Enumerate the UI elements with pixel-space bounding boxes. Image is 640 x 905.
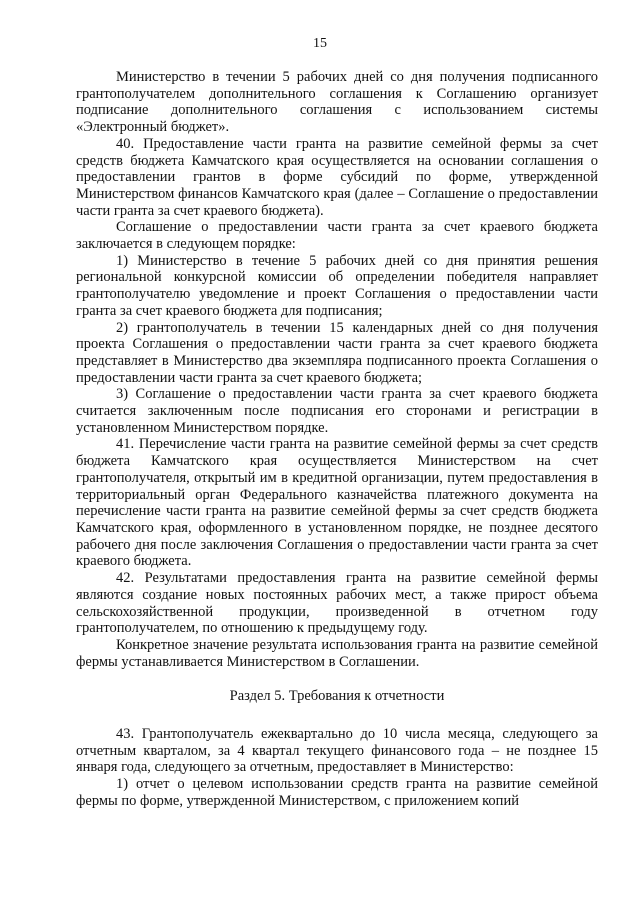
- paragraph-electronic-budget: Министерство в течении 5 рабочих дней со дня получения подписанного грантополучателем дополнительного соглашения к Соглашению организует подписание дополнительного соглашения с использованием системы «Электронный бюджет».: [76, 69, 598, 136]
- paragraph-agreement-order: Соглашение о предоставлении части гранта за счет краевого бюджета заключается в следующем порядке:: [76, 219, 598, 253]
- paragraph-43: 43. Грантополучатель ежеквартально до 10 числа месяца, следующего за отчетным кварталом, за 4 квартал текущего финансового года – не позднее 15 января года, следующего за отчетным, предоставляет в Министерство:: [76, 726, 598, 776]
- paragraph-result-value: Конкретное значение результата использования гранта на развитие семейной фермы устанавливается Министерством в Соглашении.: [76, 636, 598, 670]
- paragraph-42: 42. Результатами предоставления гранта на развитие семейной фермы являются создание новых постоянных рабочих мест, а также прирост объема сельскохозяйственной продукции, произведенной в отчетном году грантополучателем, по отношению к предыдущему году.: [76, 570, 598, 637]
- paragraph-41: 41. Перечисление части гранта на развитие семейной фермы за счет средств бюджета Камчатского края осуществляется Министерством на счет грантополучателя, открытый им в кредитной организации, путем предоставления в территориальный орган Федерального казначейства платежного документа на перечисление части гранта на развитие семейной фермы за счет средств бюджета Камчатского края, оформленного в установленном порядке, не позднее десятого рабочего дня после заключения Соглашения о предоставлении части гранта за счет краевого бюджета.: [76, 436, 598, 570]
- page-number: 15: [313, 36, 327, 51]
- document-body: [76, 69, 598, 810]
- paragraph-item-3: 3) Соглашение о предоставлении части гранта за счет краевого бюджета считается заключенным после подписания его сторонами и регистрации в установленном Министерством порядке.: [76, 386, 598, 436]
- paragraph-report-item-1: 1) отчет о целевом использовании средств гранта на развитие семейной фермы по форме, утвержденной Министерством, с приложением копий: [76, 776, 598, 809]
- paragraph-item-1: 1) Министерство в течение 5 рабочих дней со дня принятия решения региональной конкурсной комиссии об определении победителя направляет грантополучателю уведомление и проект Соглашения о предоставлении части гранта за счет краевого бюджета для подписания;: [76, 252, 598, 319]
- section-heading: Раздел 5. Требования к отчетности: [229, 688, 445, 705]
- paragraph-40: 40. Предоставление части гранта на развитие семейной фермы за счет средств бюджета Камчатского края осуществляется на основании соглашения о предоставлении грантов в форме субсидий по форме, утвержденной Министерством финансов Камчатского края (далее – Соглашение о предоставлении части гранта за счет краевого бюджета).: [76, 135, 598, 219]
- paragraph-item-2: 2) грантополучатель в течении 15 календарных дней со дня получения проекта Соглашения о предоставлении части гранта за счет краевого бюджета представляет в Министерство два экземпляра подписанного проекта Соглашения о предоставлении части гранта за счет краевого бюджета;: [76, 319, 598, 386]
